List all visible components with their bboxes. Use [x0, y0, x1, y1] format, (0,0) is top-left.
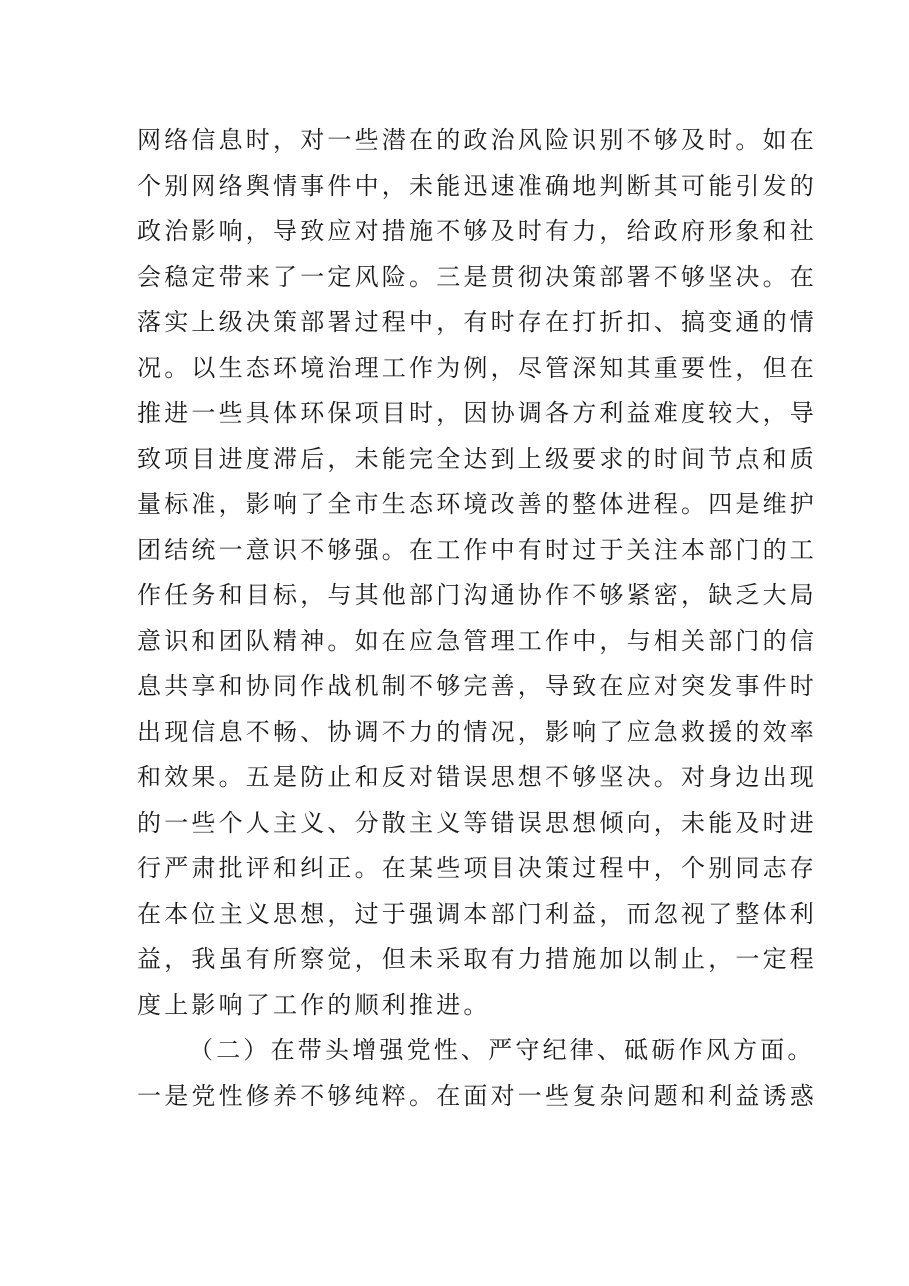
- text-line: 个别网络舆情事件中，未能迅速准确地判断其可能引发的: [137, 171, 817, 200]
- text-line: 的一些个人主义、分散主义等错误思想倾向，未能及时进: [137, 808, 817, 837]
- text-line: 落实上级决策部署过程中，有时存在打折扣、搞变通的情: [137, 308, 817, 336]
- text-line: 团结统一意识不够强。在工作中有时过于关注本部门的工: [137, 535, 817, 564]
- text-line: 行严肃批评和纠正。在某些项目决策过程中，个别同志存: [137, 854, 817, 882]
- text-line: 一是党性修养不够纯粹。在面对一些复杂问题和利益诱惑: [137, 1081, 817, 1110]
- text-line: 致项目进度滞后，未能完全达到上级要求的时间节点和质: [137, 444, 817, 473]
- text-line: 出现信息不畅、协调不力的情况，影响了应急救援的效率: [137, 717, 817, 746]
- section-heading-line: （二）在带头增强党性、严守纪律、砥砺作风方面。: [189, 1036, 815, 1064]
- text-line: 度上影响了工作的顺利推进。: [137, 990, 491, 1019]
- text-line: 网络信息时，对一些潜在的政治风险识别不够及时。如在: [137, 126, 817, 154]
- paragraph-2: [137, 1028, 817, 1119]
- text-line: 息共享和协同作战机制不够完善，导致在应对突发事件时: [137, 672, 817, 700]
- paragraph-1: [137, 118, 817, 1028]
- document-body: [137, 118, 817, 1119]
- text-line: 意识和团队精神。如在应急管理工作中，与相关部门的信: [137, 626, 817, 655]
- text-line: 益，我虽有所察觉，但未采取有力措施加以制止，一定程: [137, 945, 817, 973]
- text-line: 作任务和目标，与其他部门沟通协作不够紧密，缺乏大局: [137, 581, 817, 609]
- text-line: 政治影响，导致应对措施不够及时有力，给政府形象和社: [137, 217, 817, 245]
- text-line: 会稳定带来了一定风险。三是贯彻决策部署不够坚决。在: [137, 262, 817, 291]
- text-line: 况。以生态环境治理工作为例，尽管深知其重要性，但在: [137, 353, 817, 382]
- text-line: 量标准，影响了全市生态环境改善的整体进程。四是维护: [137, 490, 817, 518]
- text-line: 推进一些具体环保项目时，因协调各方利益难度较大，导: [137, 399, 817, 427]
- text-line: 和效果。五是防止和反对错误思想不够坚决。对身边出现: [137, 763, 817, 791]
- text-line: 在本位主义思想，过于强调本部门利益，而忽视了整体利: [137, 899, 817, 928]
